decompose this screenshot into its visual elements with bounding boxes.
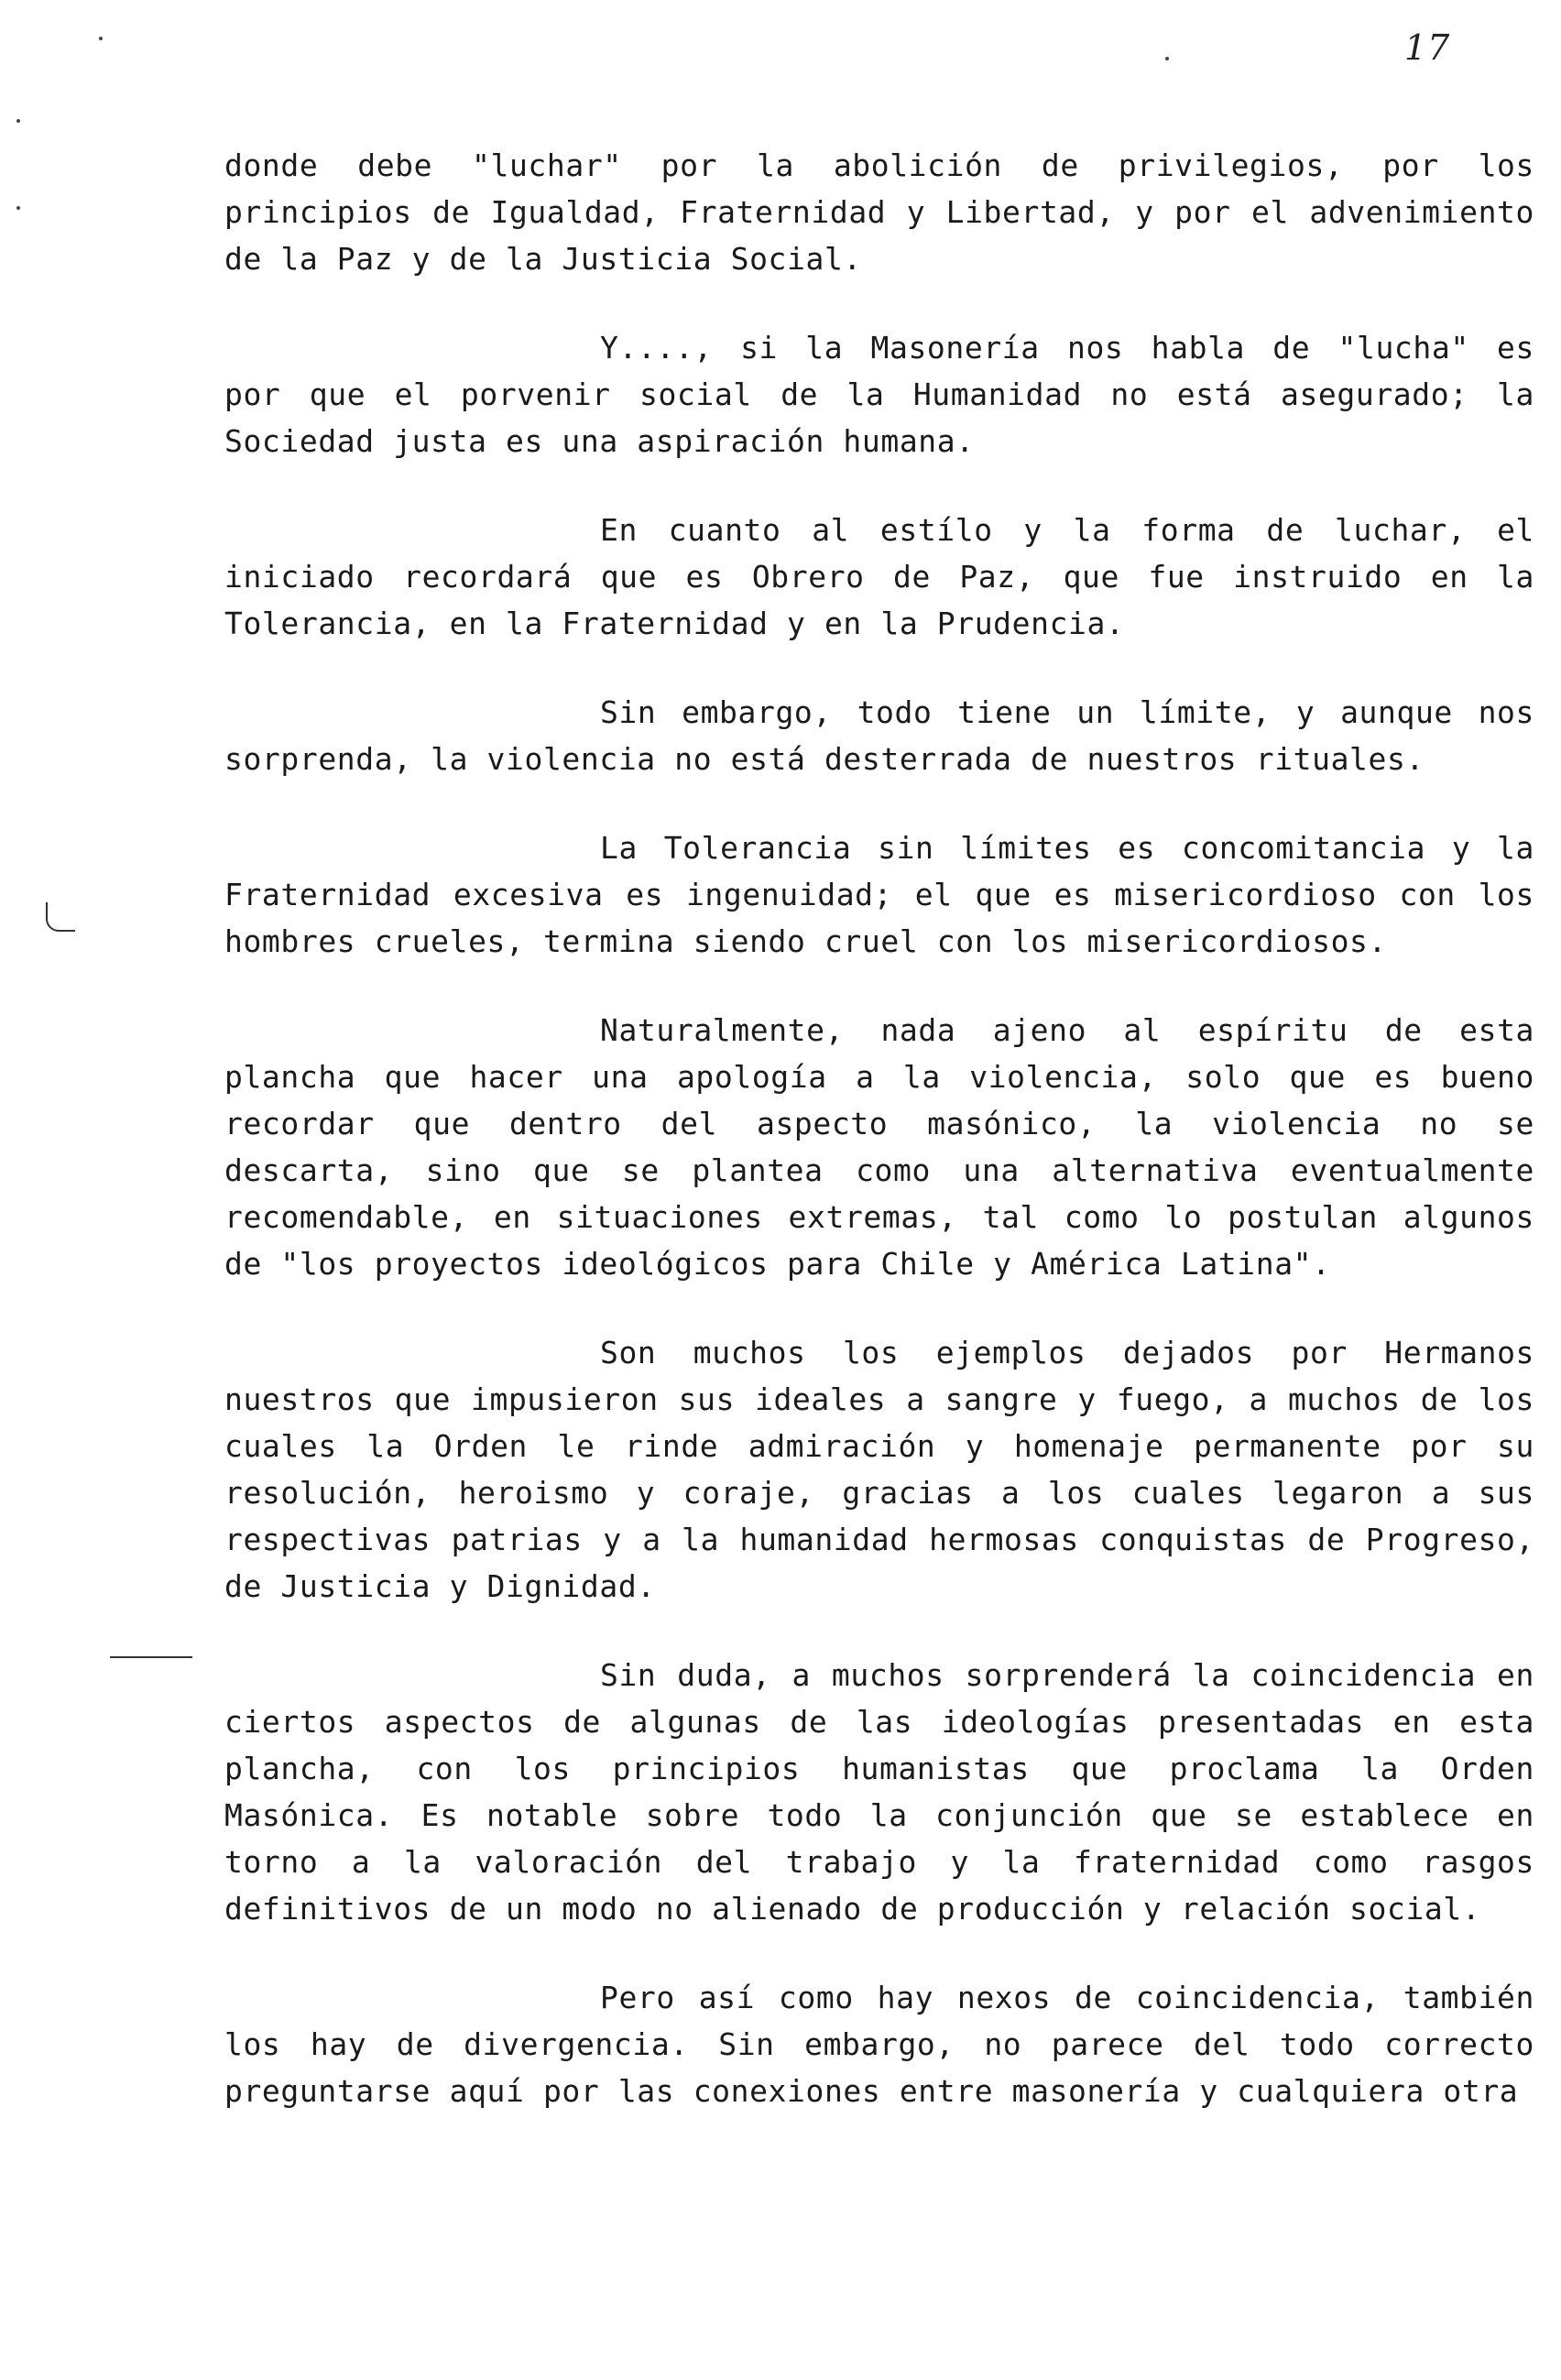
paragraph-6: Naturalmente, nada ajeno al espíritu de esta plancha que hacer una apología a la violencia, solo que es bueno recordar que dentro del aspecto masónico, la violencia no se descarta, sino que se plantea como una alternativa eventualmente recomendable, en situaciones extremas, tal como lo postulan algunos de "los proyectos ideológicos para Chile y América Latina". [224, 1012, 1534, 1282]
paragraph-2: Y...., si la Masonería nos habla de "lucha" es por que el porvenir social de la Humanidad no está asegurado; la Sociedad justa es una aspiración humana. [224, 330, 1534, 459]
paragraph-1: donde debe "luchar" por la abolición de privilegios, por los principios de Igualdad, Fraternidad y Libertad, y por el advenimiento de la Paz y de la Justicia Social. [224, 147, 1534, 277]
margin-pencil-mark [46, 902, 75, 932]
margin-line-mark [110, 1656, 192, 1658]
paragraph-5: La Tolerancia sin límites es concomitancia y la Fraternidad excesiva es ingenuidad; el que es misericordioso con los hombres crueles, termina siendo cruel con los misericordiosos. [224, 830, 1534, 959]
paragraph-9: Pero así como hay nexos de coincidencia, también los hay de divergencia. Sin embargo, no parece del todo correcto preguntarse aquí por las conexiones entre masonería y cualquiera otra [224, 1980, 1534, 2109]
paragraph-4: Sin embargo, todo tiene un límite, y aunque nos sorprenda, la violencia no está desterrada de nuestros rituales. [224, 694, 1534, 777]
scan-speck [16, 206, 20, 210]
paragraph-7: Son muchos los ejemplos dejados por Hermanos nuestros que impusieron sus ideales a sangre y fuego, a muchos de los cuales la Orden le rinde admiración y homenaje permanente por su resolución, heroismo y coraje, gracias a los cuales legaron a sus respectivas patrias y a la humanidad hermosas conquistas de Progreso, de Justicia y Dignidad. [224, 1335, 1534, 1604]
scan-speck [16, 119, 20, 123]
scan-speck [1165, 57, 1169, 60]
document-body [224, 142, 1534, 2156]
page-number: 17 [1404, 27, 1451, 68]
paragraph-8: Sin duda, a muchos sorprenderá la coincidencia en ciertos aspectos de algunas de las ideologías presentadas en esta plancha, con los principios humanistas que proclama la Orden Masónica. Es notable sobre todo la conjunción que se establece en torno a la valoración del trabajo y la fraternidad como rasgos definitivos de un modo no alienado de producción y relación social. [224, 1657, 1534, 1927]
paragraph-3: En cuanto al estílo y la forma de luchar, el iniciado recordará que es Obrero de Paz, que fue instruido en la Tolerancia, en la Fraternidad y en la Prudencia. [224, 512, 1534, 641]
scan-speck [99, 37, 103, 40]
